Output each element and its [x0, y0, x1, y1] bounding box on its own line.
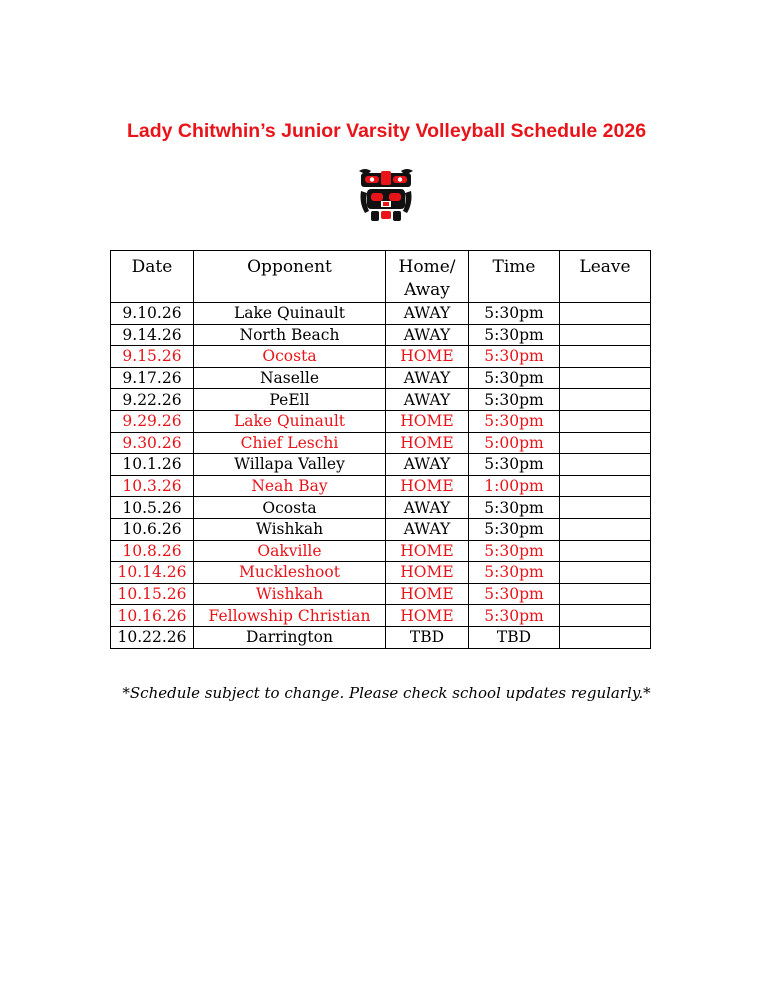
cell-opponent: Wishkah	[194, 518, 386, 540]
cell-leave	[560, 432, 651, 454]
cell-leave	[560, 475, 651, 497]
header-time: Time	[469, 251, 560, 303]
cell-leave	[560, 389, 651, 411]
cell-opponent: Wishkah	[194, 583, 386, 605]
table-row	[111, 626, 651, 648]
table-row	[111, 367, 651, 389]
cell-opponent: Chief Leschi	[194, 432, 386, 454]
cell-date: 10.16.26	[111, 605, 194, 627]
table-row	[111, 389, 651, 411]
cell-location: HOME	[386, 562, 469, 584]
cell-time: 1:00pm	[469, 475, 560, 497]
cell-opponent: Fellowship Christian	[194, 605, 386, 627]
header-opponent: Opponent	[194, 251, 386, 303]
cell-time: 5:30pm	[469, 389, 560, 411]
cell-date: 9.30.26	[111, 432, 194, 454]
tribal-eagle-logo-icon	[357, 167, 415, 223]
cell-leave	[560, 540, 651, 562]
cell-location: AWAY	[386, 303, 469, 325]
cell-location: AWAY	[386, 497, 469, 519]
cell-location: TBD	[386, 626, 469, 648]
schedule-table	[110, 250, 651, 649]
cell-opponent: Neah Bay	[194, 475, 386, 497]
cell-leave	[560, 497, 651, 519]
cell-time: 5:00pm	[469, 432, 560, 454]
table-row	[111, 454, 651, 476]
cell-date: 10.5.26	[111, 497, 194, 519]
cell-time: 5:30pm	[469, 454, 560, 476]
cell-date: 9.15.26	[111, 346, 194, 368]
cell-leave	[560, 626, 651, 648]
table-row	[111, 324, 651, 346]
cell-date: 10.14.26	[111, 562, 194, 584]
cell-date: 9.17.26	[111, 367, 194, 389]
cell-location: HOME	[386, 432, 469, 454]
cell-time: 5:30pm	[469, 367, 560, 389]
cell-time: TBD	[469, 626, 560, 648]
cell-date: 9.14.26	[111, 324, 194, 346]
header-home-away-line1: Home/	[398, 257, 456, 277]
cell-opponent: Naselle	[194, 367, 386, 389]
cell-opponent: Willapa Valley	[194, 454, 386, 476]
header-leave: Leave	[560, 251, 651, 303]
cell-time: 5:30pm	[469, 324, 560, 346]
cell-time: 5:30pm	[469, 518, 560, 540]
cell-time: 5:30pm	[469, 346, 560, 368]
cell-leave	[560, 454, 651, 476]
cell-date: 10.22.26	[111, 626, 194, 648]
cell-date: 9.22.26	[111, 389, 194, 411]
cell-opponent: Ocosta	[194, 346, 386, 368]
cell-time: 5:30pm	[469, 497, 560, 519]
table-row	[111, 432, 651, 454]
cell-time: 5:30pm	[469, 410, 560, 432]
cell-location: AWAY	[386, 367, 469, 389]
cell-opponent: Darrington	[194, 626, 386, 648]
cell-date: 10.3.26	[111, 475, 194, 497]
cell-time: 5:30pm	[469, 605, 560, 627]
table-row	[111, 346, 651, 368]
cell-date: 9.10.26	[111, 303, 194, 325]
table-row	[111, 540, 651, 562]
cell-opponent: Oakville	[194, 540, 386, 562]
cell-leave	[560, 367, 651, 389]
header-home-away	[386, 251, 469, 303]
cell-opponent: Lake Quinault	[194, 303, 386, 325]
table-row	[111, 475, 651, 497]
cell-date: 10.1.26	[111, 454, 194, 476]
cell-time: 5:30pm	[469, 303, 560, 325]
cell-leave	[560, 605, 651, 627]
table-row	[111, 605, 651, 627]
cell-time: 5:30pm	[469, 583, 560, 605]
cell-leave	[560, 346, 651, 368]
cell-location: HOME	[386, 410, 469, 432]
cell-location: HOME	[386, 605, 469, 627]
cell-leave	[560, 583, 651, 605]
header-home-away-line2: Away	[404, 280, 450, 300]
header-date: Date	[111, 251, 194, 303]
cell-leave	[560, 562, 651, 584]
cell-leave	[560, 324, 651, 346]
cell-location: HOME	[386, 540, 469, 562]
cell-date: 10.6.26	[111, 518, 194, 540]
cell-leave	[560, 303, 651, 325]
table-header-row	[111, 251, 651, 303]
table-row	[111, 562, 651, 584]
table-row	[111, 583, 651, 605]
cell-location: AWAY	[386, 518, 469, 540]
schedule-footnote: *Schedule subject to change. Please check school updates regularly.*	[122, 684, 651, 702]
cell-location: HOME	[386, 346, 469, 368]
page-title: Lady Chitwhin’s Junior Varsity Volleyball Schedule 2026	[126, 120, 647, 142]
cell-opponent: North Beach	[194, 324, 386, 346]
cell-location: HOME	[386, 475, 469, 497]
cell-location: AWAY	[386, 324, 469, 346]
table-row	[111, 303, 651, 325]
cell-leave	[560, 410, 651, 432]
cell-location: AWAY	[386, 389, 469, 411]
cell-date: 10.8.26	[111, 540, 194, 562]
cell-opponent: Lake Quinault	[194, 410, 386, 432]
table-row	[111, 518, 651, 540]
cell-location: HOME	[386, 583, 469, 605]
cell-opponent: PeEll	[194, 389, 386, 411]
cell-time: 5:30pm	[469, 562, 560, 584]
cell-location: AWAY	[386, 454, 469, 476]
cell-leave	[560, 518, 651, 540]
cell-date: 9.29.26	[111, 410, 194, 432]
cell-opponent: Muckleshoot	[194, 562, 386, 584]
cell-time: 5:30pm	[469, 540, 560, 562]
table-row	[111, 410, 651, 432]
cell-date: 10.15.26	[111, 583, 194, 605]
cell-opponent: Ocosta	[194, 497, 386, 519]
table-row	[111, 497, 651, 519]
